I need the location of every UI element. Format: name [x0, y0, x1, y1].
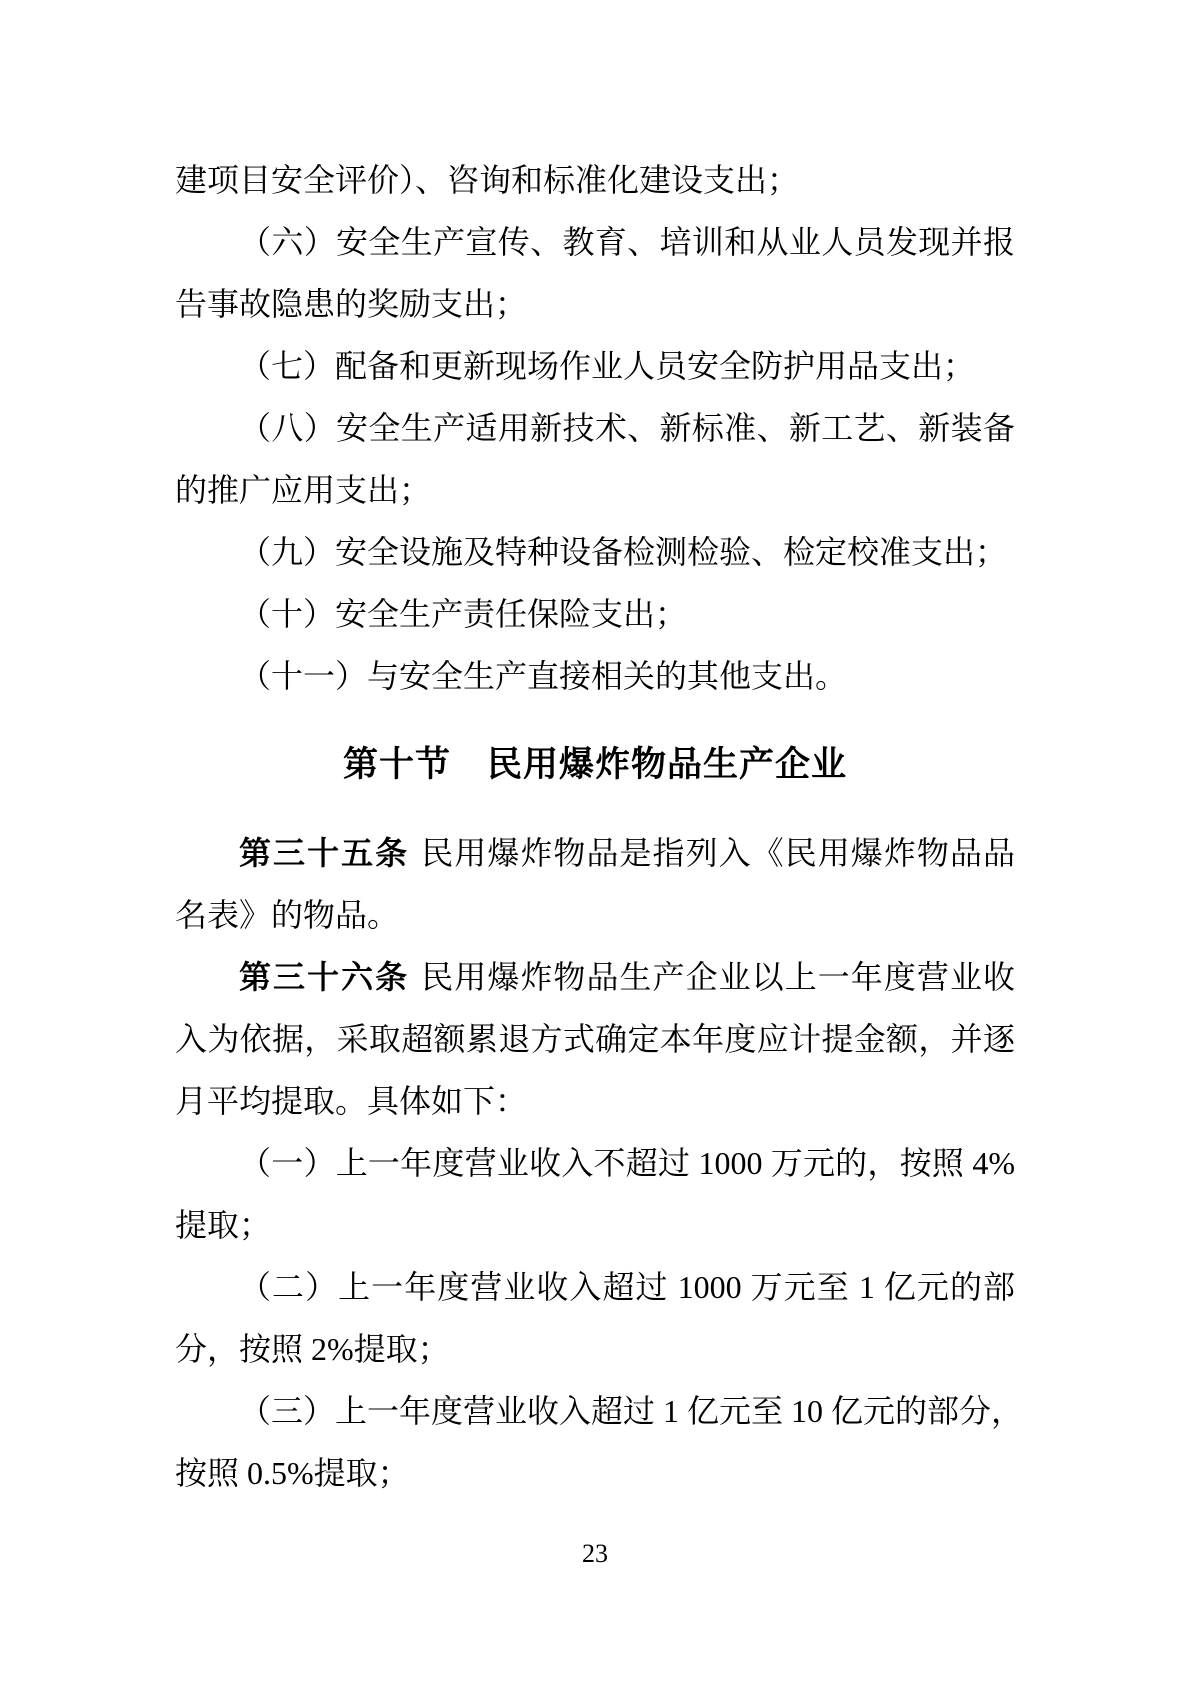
text-line: （七）配备和更新现场作业人员安全防护用品支出； [239, 348, 976, 384]
text-line: （三）上一年度营业收入超过 1 亿元至 10 亿元的部分， [239, 1393, 1024, 1429]
text-line: （十一）与安全生产直接相关的其他支出。 [239, 658, 848, 694]
text-line: 名表》的物品。 [175, 897, 400, 933]
text-line: （一）上一年度营业收入不超过 1000 万元的，按照 4% [239, 1145, 1015, 1181]
text-line: 月平均提取。具体如下： [175, 1083, 528, 1119]
text-line: 的推广应用支出； [175, 472, 432, 508]
page-number: 23 [582, 1539, 608, 1568]
text-line: （二）上一年度营业收入超过 1000 万元至 1 亿元的部 [239, 1269, 1015, 1305]
text-line: 第三十五条 民用爆炸物品是指列入《民用爆炸物品品 [239, 835, 1015, 871]
text-line: （八）安全生产适用新技术、新标准、新工艺、新装备 [239, 410, 1015, 446]
text-line: （十）安全生产责任保险支出； [239, 596, 688, 632]
text-line: （九）安全设施及特种设备检测检验、检定校准支出； [239, 534, 1008, 570]
text-line: 提取； [175, 1207, 272, 1243]
text-line: 分，按照 2%提取； [175, 1331, 450, 1367]
text-line: 第三十六条 民用爆炸物品生产企业以上一年度营业收 [239, 959, 1015, 995]
article-number: 第三十六条 [239, 959, 410, 995]
text-line: 入为依据，采取超额累退方式确定本年度应计提金额，并逐 [175, 1021, 1015, 1057]
article-number: 第三十五条 [239, 835, 410, 871]
text-line: 按照 0.5%提取； [175, 1455, 410, 1491]
text-line: 告事故隐患的奖励支出； [175, 286, 528, 322]
text-line: （六）安全生产宣传、教育、培训和从业人员发现并报 [239, 224, 1015, 260]
document-body [175, 149, 1024, 1504]
text-line: 建项目安全评价）、咨询和标准化建设支出； [175, 162, 800, 198]
section-heading: 第十节 民用爆炸物品生产企业 [342, 745, 847, 784]
